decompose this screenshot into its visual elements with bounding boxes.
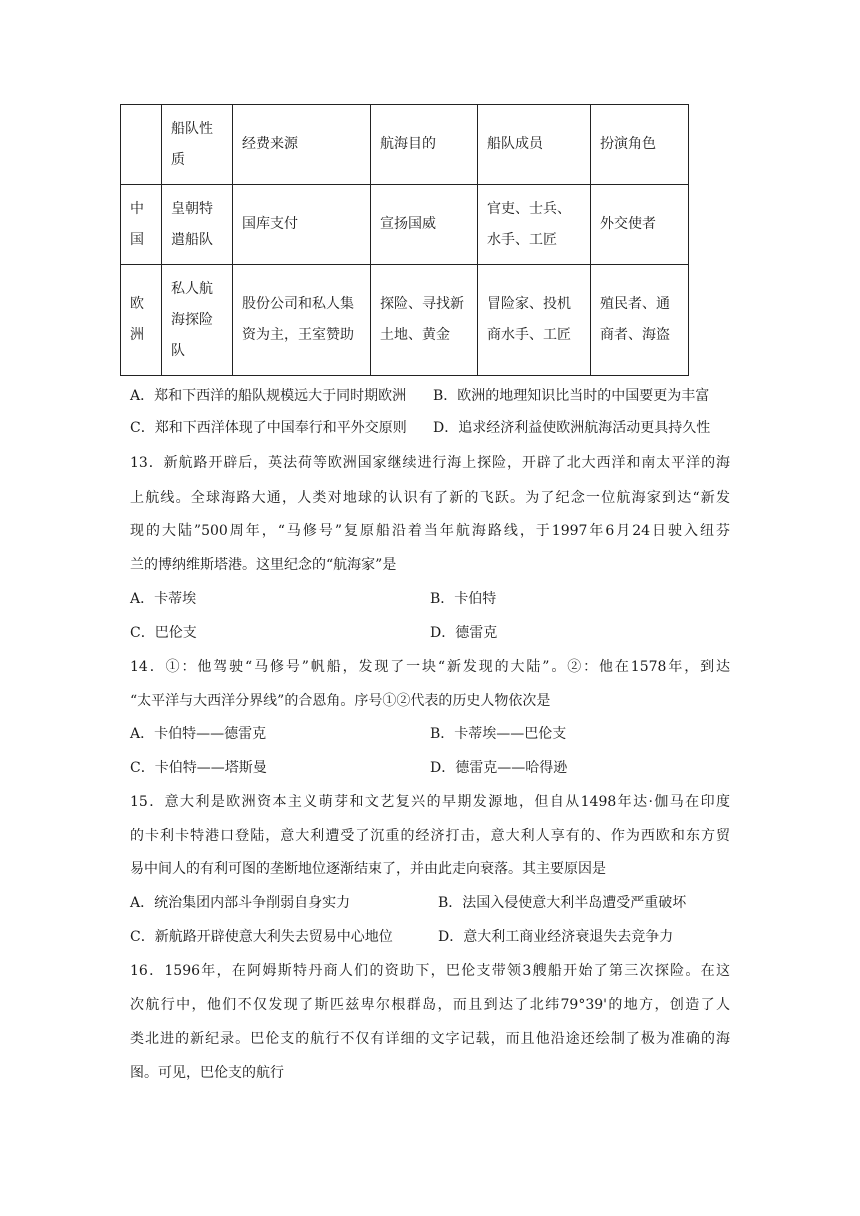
q15-stem-line: 15．意大利是欧洲资本主义萌芽和文艺复兴的早期发源地，但自从1498年达·伽马在印度 (130, 794, 730, 810)
q15-option-c: C．新航路开辟使意大利失去贸易中心地位 (130, 929, 393, 945)
comparison-table (120, 104, 689, 376)
q12-option-a: A．郑和下西洋的船队规模远大于同时期欧洲 (130, 388, 407, 404)
q14-option-a: A．卡伯特——德雷克 (130, 726, 267, 742)
table-header-cell: 扮演角色 (591, 105, 689, 185)
q15-option-a: A．统治集团内部斗争削弱自身实力 (130, 895, 351, 911)
table-cell: 中 国 (121, 185, 162, 265)
table-header-cell (121, 105, 162, 185)
q14-stem-line: 14．①：他驾驶“马修号”帆船，发现了一块“新发现的大陆”。②：他在1578年，到达 (130, 659, 730, 675)
table-row (121, 185, 689, 265)
table-header-row (121, 105, 689, 185)
table-cell: 私人航 海探险 队 (162, 265, 233, 376)
q13-stem-line: 上航线。全球海路大通，人类对地球的认识有了新的飞跃。为了纪念一位航海家到达“新发 (130, 490, 730, 506)
q14-stem-line: “太平洋与大西洋分界线”的合恩角。序号①②代表的历史人物依次是 (130, 693, 551, 709)
table-cell: 股份公司和私人集 资为主，王室赞助 (233, 265, 371, 376)
q15-stem-line: 易中间人的有利可图的垄断地位逐渐结束了，并由此走向衰落。其主要原因是 (130, 861, 606, 877)
q13-option-a: A．卡蒂埃 (130, 591, 197, 607)
q13-stem-line: 现的大陆”500周年，“马修号”复原船沿着当年航海路线，于1997年6月24日驶入纽芬 (130, 523, 730, 539)
table-cell: 探险、寻找新 土地、黄金 (371, 265, 478, 376)
table-cell: 皇朝特 遣船队 (162, 185, 233, 265)
q12-option-c: C．郑和下西洋体现了中国奉行和平外交原则 (130, 420, 407, 436)
table-cell: 冒险家、投机 商水手、工匠 (478, 265, 591, 376)
q13-option-c: C．巴伦支 (130, 625, 197, 641)
table-header-cell: 经费来源 (233, 105, 371, 185)
q14-option-b: B．卡蒂埃——巴伦支 (430, 726, 567, 742)
table-cell: 官吏、士兵、 水手、工匠 (478, 185, 591, 265)
q15-stem-line: 的卡利卡特港口登陆，意大利遭受了沉重的经济打击，意大利人享有的、作为西欧和东方贸 (130, 828, 730, 844)
table-cell: 外交使者 (591, 185, 689, 265)
table-header-cell: 航海目的 (371, 105, 478, 185)
q13-option-b: B．卡伯特 (430, 591, 497, 607)
q16-stem-line: 图。可见，巴伦支的航行 (130, 1065, 284, 1081)
table-cell: 殖民者、通 商者、海盗 (591, 265, 689, 376)
q16-stem-line: 16．1596年，在阿姆斯特丹商人们的资助下，巴伦支带领3艘船开始了第三次探险。在这 (130, 963, 730, 979)
table-header-cell: 船队成员 (478, 105, 591, 185)
q12-option-d: D．追求经济利益使欧洲航海活动更具持久性 (433, 420, 711, 436)
q13-option-d: D．德雷克 (430, 625, 498, 641)
table-cell: 宣扬国威 (371, 185, 478, 265)
table-cell: 国库支付 (233, 185, 371, 265)
table-header-cell: 船队性 质 (162, 105, 233, 185)
q16-stem-line: 次航行中，他们不仅发现了斯匹兹卑尔根群岛，而且到达了北纬79°39'的地方，创造了人 (130, 997, 730, 1013)
q12-option-b: B．欧洲的地理知识比当时的中国要更为丰富 (433, 388, 710, 404)
q13-stem-line: 兰的博纳维斯塔港。这里纪念的“航海家”是 (130, 557, 397, 573)
q14-option-c: C．卡伯特——塔斯曼 (130, 760, 267, 776)
table-cell: 欧 洲 (121, 265, 162, 376)
table-row (121, 265, 689, 376)
q13-stem-line: 13．新航路开辟后，英法荷等欧洲国家继续进行海上探险，开辟了北大西洋和南太平洋的海 (130, 455, 730, 471)
q16-stem-line: 类北进的新纪录。巴伦支的航行不仅有详细的文字记载，而且他沿途还绘制了极为准确的海 (130, 1031, 730, 1047)
q15-option-d: D．意大利工商业经济衰退失去竞争力 (438, 929, 674, 945)
q15-option-b: B．法国入侵使意大利半岛遭受严重破坏 (438, 895, 687, 911)
q14-option-d: D．德雷克——哈得逊 (430, 760, 568, 776)
